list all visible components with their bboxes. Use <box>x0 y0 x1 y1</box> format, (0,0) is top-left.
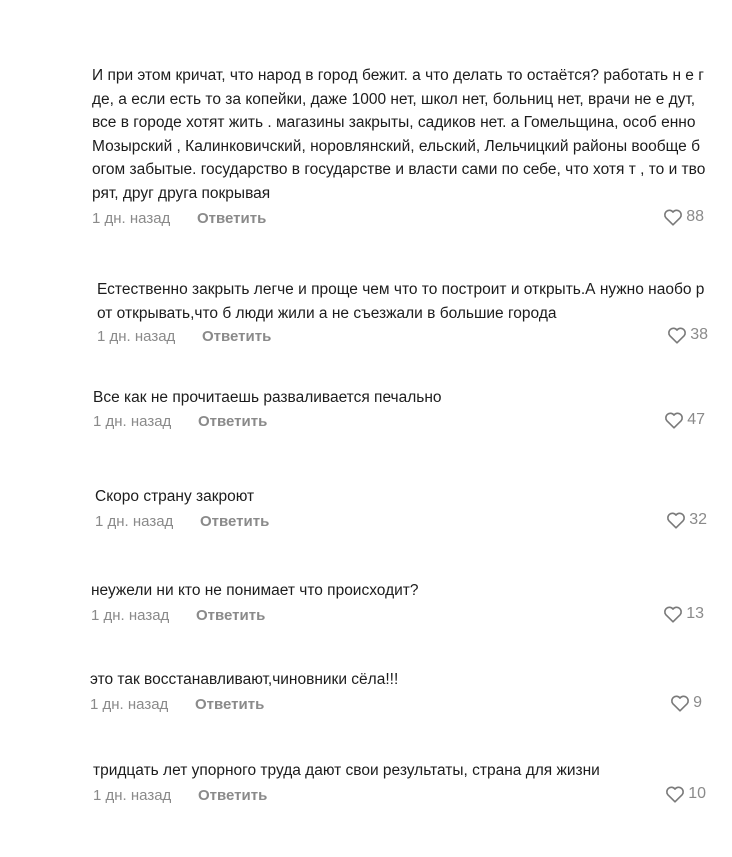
reply-button[interactable]: Ответить <box>202 328 272 345</box>
like-count: 9 <box>693 694 702 711</box>
comment-timestamp: 1 дн. назад <box>97 328 176 345</box>
like-count: 47 <box>687 411 705 428</box>
like-button[interactable] <box>670 694 702 712</box>
reply-button[interactable]: Ответить <box>197 210 267 227</box>
like-count: 32 <box>689 511 707 528</box>
like-count: 38 <box>690 326 708 343</box>
comment-text: И при этом кричат, что народ в город бежит. а что делать то остаётся? работать н е где, а если есть то за копейки, даже 1000 нет, школ нет, больниц нет, врачи не е дут, все в городе хотят жить . магазины закрыты, садиков нет. а Гомельщина, особ енно Мозырский , Калинковичский, норовлянский, ельский, Лельчицкий районы вообще богом забытые. государство в государстве и власти сами по себе, что хотя т , то и творят, друг друга покрывая <box>92 67 706 202</box>
heart-icon <box>667 326 687 344</box>
heart-icon <box>663 208 683 226</box>
heart-icon <box>666 511 686 529</box>
like-button[interactable] <box>663 605 704 623</box>
like-count: 88 <box>686 208 704 225</box>
reply-button[interactable]: Ответить <box>196 607 266 624</box>
like-button[interactable] <box>666 511 707 529</box>
comment-timestamp: 1 дн. назад <box>92 210 171 227</box>
heart-icon <box>665 785 685 803</box>
like-count: 13 <box>686 605 704 622</box>
comment-text: это так восстанавливают,чиновники сёла!!! <box>90 671 399 688</box>
reply-button[interactable]: Ответить <box>198 413 268 430</box>
heart-icon <box>664 411 684 429</box>
comment-text: неужели ни кто не понимает что происходит? <box>91 582 419 599</box>
heart-icon <box>663 605 683 623</box>
like-button[interactable] <box>664 411 705 429</box>
like-button[interactable] <box>663 208 704 226</box>
reply-button[interactable]: Ответить <box>200 513 270 530</box>
comment-timestamp: 1 дн. назад <box>95 513 174 530</box>
reply-button[interactable]: Ответить <box>198 787 268 804</box>
like-button[interactable] <box>667 326 708 344</box>
comment-timestamp: 1 дн. назад <box>90 696 169 713</box>
comment-text: Скоро страну закроют <box>95 488 255 505</box>
comment-timestamp: 1 дн. назад <box>93 787 172 804</box>
heart-icon <box>670 694 690 712</box>
like-count: 10 <box>688 785 706 802</box>
comment-text: Естественно закрыть легче и проще чем что то построит и открыть.А нужно наобо рот открывать,что б люди жили а не съезжали в большие города <box>97 281 705 322</box>
like-button[interactable] <box>665 785 706 803</box>
comment-text: тридцать лет упорного труда дают свои результаты, страна для жизни <box>93 762 600 779</box>
comment-timestamp: 1 дн. назад <box>93 413 172 430</box>
comment-text: Все как не прочитаешь разваливается печально <box>93 389 442 406</box>
reply-button[interactable]: Ответить <box>195 696 265 713</box>
comment-timestamp: 1 дн. назад <box>91 607 170 624</box>
